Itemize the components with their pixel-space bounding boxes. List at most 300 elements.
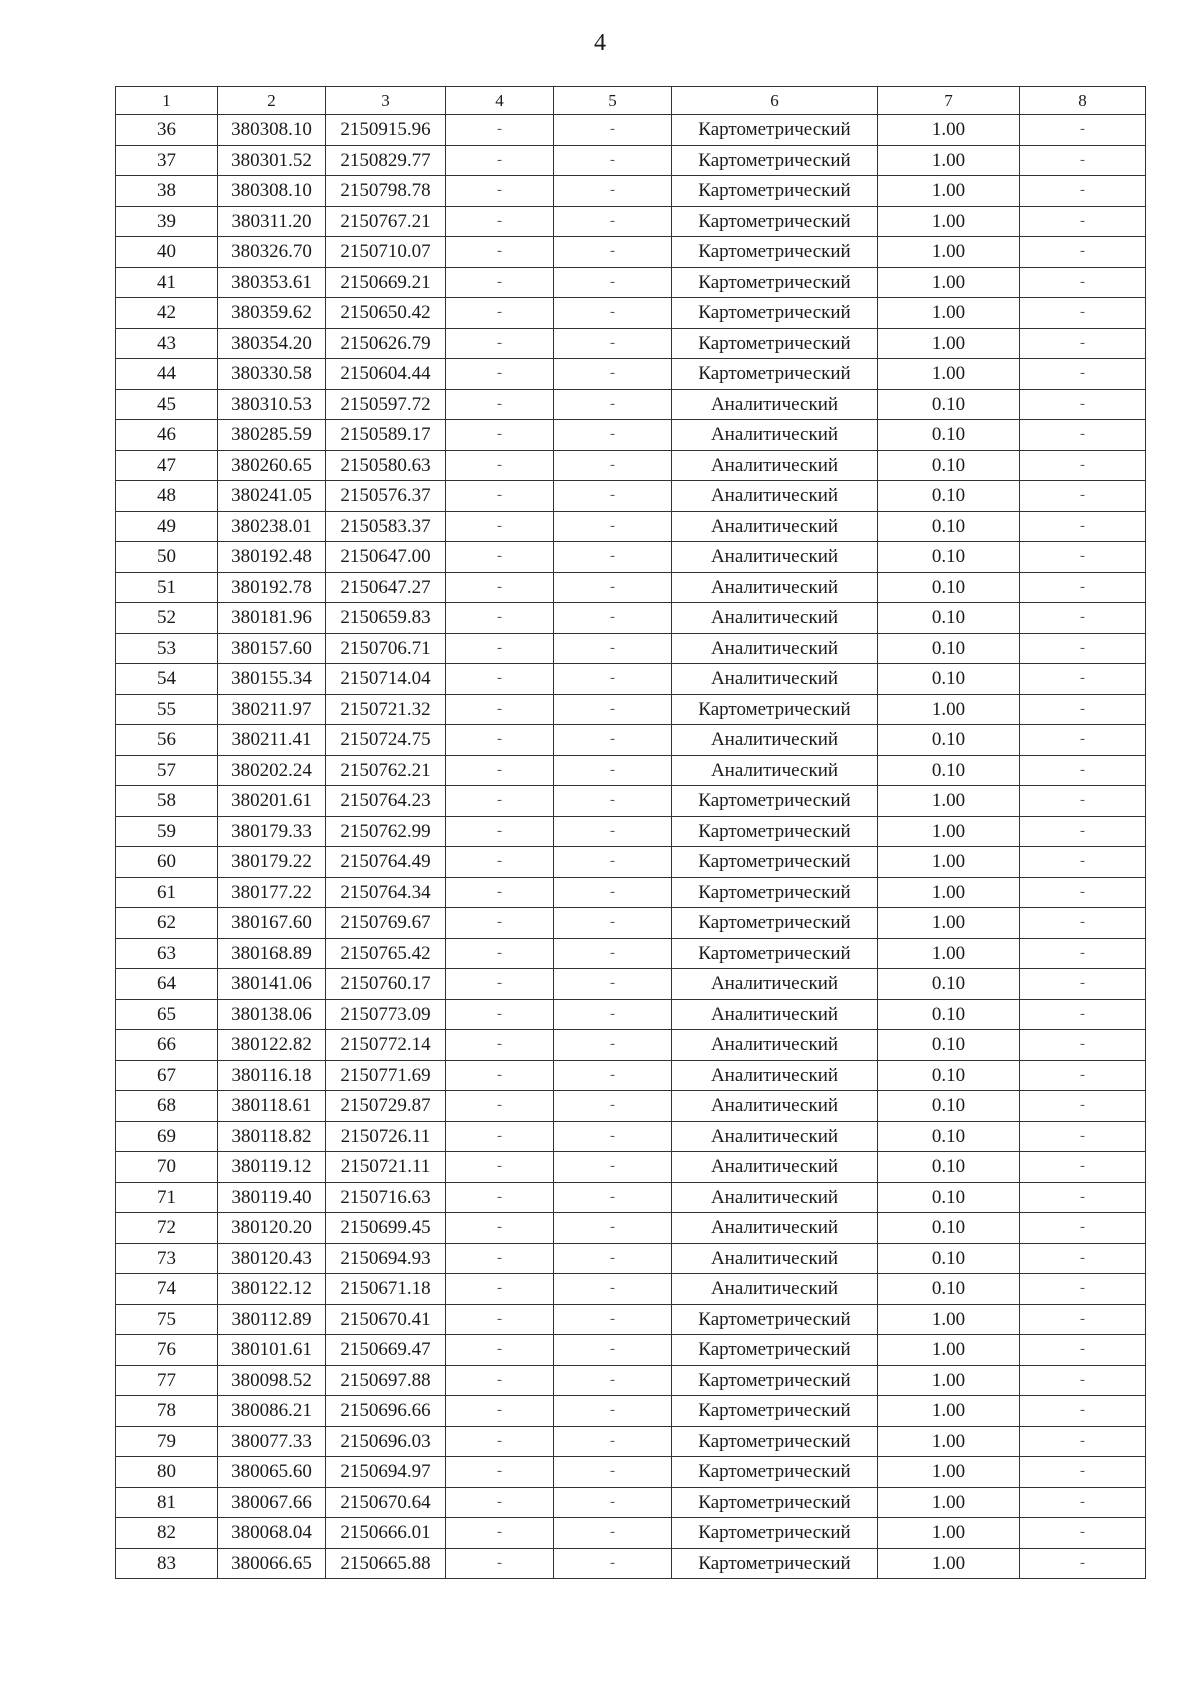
point-number-cell: 50 [116, 542, 218, 573]
table-row [116, 603, 1146, 634]
method-cell: Картометрический [672, 328, 878, 359]
x-coordinate-cell: 380119.40 [218, 1182, 326, 1213]
x-coordinate-cell: 380157.60 [218, 633, 326, 664]
point-number-cell: 59 [116, 816, 218, 847]
point-number-cell: 37 [116, 145, 218, 176]
x-coordinate-cell: 380181.96 [218, 603, 326, 634]
point-number-cell: 80 [116, 1457, 218, 1488]
method-cell: Аналитический [672, 999, 878, 1030]
y-coordinate-cell: 2150694.93 [326, 1243, 446, 1274]
x-coordinate-cell: 380067.66 [218, 1487, 326, 1518]
header-cell: 8 [1020, 87, 1146, 115]
y-coordinate-cell: 2150714.04 [326, 664, 446, 695]
point-number-cell: 61 [116, 877, 218, 908]
table-row [116, 389, 1146, 420]
table-row [116, 1426, 1146, 1457]
col8-cell: - [1020, 176, 1146, 207]
col5-cell: - [554, 847, 672, 878]
col4-cell: - [446, 755, 554, 786]
table-row [116, 786, 1146, 817]
x-coordinate-cell: 380065.60 [218, 1457, 326, 1488]
accuracy-cell: 0.10 [878, 420, 1020, 451]
y-coordinate-cell: 2150604.44 [326, 359, 446, 390]
table-row [116, 206, 1146, 237]
method-cell: Картометрический [672, 1548, 878, 1579]
table-row [116, 1213, 1146, 1244]
col8-cell: - [1020, 1335, 1146, 1366]
col8-cell: - [1020, 755, 1146, 786]
point-number-cell: 40 [116, 237, 218, 268]
method-cell: Картометрический [672, 1457, 878, 1488]
table-row [116, 664, 1146, 695]
x-coordinate-cell: 380116.18 [218, 1060, 326, 1091]
x-coordinate-cell: 380167.60 [218, 908, 326, 939]
col8-cell: - [1020, 1548, 1146, 1579]
col5-cell: - [554, 1548, 672, 1579]
col4-cell: - [446, 481, 554, 512]
table-row [116, 969, 1146, 1000]
col5-cell: - [554, 1335, 672, 1366]
col8-cell: - [1020, 908, 1146, 939]
header-cell: 1 [116, 87, 218, 115]
col5-cell: - [554, 1396, 672, 1427]
method-cell: Аналитический [672, 420, 878, 451]
x-coordinate-cell: 380192.48 [218, 542, 326, 573]
col5-cell: - [554, 237, 672, 268]
point-number-cell: 41 [116, 267, 218, 298]
page-number: 4 [594, 30, 606, 56]
x-coordinate-cell: 380122.12 [218, 1274, 326, 1305]
col8-cell: - [1020, 237, 1146, 268]
table-row [116, 1121, 1146, 1152]
table-row [116, 908, 1146, 939]
method-cell: Аналитический [672, 969, 878, 1000]
col8-cell: - [1020, 389, 1146, 420]
col8-cell: - [1020, 115, 1146, 146]
col8-cell: - [1020, 572, 1146, 603]
method-cell: Аналитический [672, 389, 878, 420]
method-cell: Картометрический [672, 145, 878, 176]
accuracy-cell: 1.00 [878, 267, 1020, 298]
accuracy-cell: 0.10 [878, 542, 1020, 573]
y-coordinate-cell: 2150829.77 [326, 145, 446, 176]
col4-cell: - [446, 694, 554, 725]
method-cell: Аналитический [672, 1182, 878, 1213]
col5-cell: - [554, 1152, 672, 1183]
col4-cell: - [446, 389, 554, 420]
col8-cell: - [1020, 1091, 1146, 1122]
col4-cell: - [446, 664, 554, 695]
accuracy-cell: 0.10 [878, 1060, 1020, 1091]
y-coordinate-cell: 2150721.32 [326, 694, 446, 725]
method-cell: Картометрический [672, 1426, 878, 1457]
col4-cell: - [446, 999, 554, 1030]
method-cell: Картометрический [672, 267, 878, 298]
col4-cell: - [446, 603, 554, 634]
col5-cell: - [554, 694, 672, 725]
point-number-cell: 47 [116, 450, 218, 481]
col4-cell: - [446, 298, 554, 329]
col8-cell: - [1020, 725, 1146, 756]
method-cell: Аналитический [672, 725, 878, 756]
x-coordinate-cell: 380179.22 [218, 847, 326, 878]
col8-cell: - [1020, 1243, 1146, 1274]
y-coordinate-cell: 2150767.21 [326, 206, 446, 237]
col5-cell: - [554, 1365, 672, 1396]
col8-cell: - [1020, 847, 1146, 878]
table-row [116, 237, 1146, 268]
col5-cell: - [554, 908, 672, 939]
col5-cell: - [554, 1091, 672, 1122]
accuracy-cell: 1.00 [878, 328, 1020, 359]
col8-cell: - [1020, 206, 1146, 237]
x-coordinate-cell: 380202.24 [218, 755, 326, 786]
accuracy-cell: 1.00 [878, 908, 1020, 939]
point-number-cell: 54 [116, 664, 218, 695]
y-coordinate-cell: 2150762.21 [326, 755, 446, 786]
col4-cell: - [446, 1548, 554, 1579]
x-coordinate-cell: 380141.06 [218, 969, 326, 1000]
table-row [116, 1396, 1146, 1427]
col8-cell: - [1020, 1487, 1146, 1518]
point-number-cell: 70 [116, 1152, 218, 1183]
y-coordinate-cell: 2150769.67 [326, 908, 446, 939]
method-cell: Аналитический [672, 664, 878, 695]
accuracy-cell: 1.00 [878, 359, 1020, 390]
x-coordinate-cell: 380101.61 [218, 1335, 326, 1366]
col4-cell: - [446, 420, 554, 451]
col4-cell: - [446, 1304, 554, 1335]
x-coordinate-cell: 380068.04 [218, 1518, 326, 1549]
accuracy-cell: 0.10 [878, 633, 1020, 664]
table-row [116, 999, 1146, 1030]
x-coordinate-cell: 380098.52 [218, 1365, 326, 1396]
y-coordinate-cell: 2150580.63 [326, 450, 446, 481]
y-coordinate-cell: 2150764.34 [326, 877, 446, 908]
header-cell: 7 [878, 87, 1020, 115]
x-coordinate-cell: 380354.20 [218, 328, 326, 359]
accuracy-cell: 1.00 [878, 1487, 1020, 1518]
x-coordinate-cell: 380201.61 [218, 786, 326, 817]
col4-cell: - [446, 725, 554, 756]
accuracy-cell: 0.10 [878, 1274, 1020, 1305]
table-row [116, 1182, 1146, 1213]
col5-cell: - [554, 816, 672, 847]
x-coordinate-cell: 380077.33 [218, 1426, 326, 1457]
col5-cell: - [554, 1213, 672, 1244]
point-number-cell: 79 [116, 1426, 218, 1457]
header-cell: 6 [672, 87, 878, 115]
y-coordinate-cell: 2150666.01 [326, 1518, 446, 1549]
point-number-cell: 66 [116, 1030, 218, 1061]
accuracy-cell: 0.10 [878, 1030, 1020, 1061]
point-number-cell: 72 [116, 1213, 218, 1244]
method-cell: Картометрический [672, 847, 878, 878]
x-coordinate-cell: 380211.97 [218, 694, 326, 725]
table-row [116, 1457, 1146, 1488]
x-coordinate-cell: 380119.12 [218, 1152, 326, 1183]
table-row [116, 816, 1146, 847]
accuracy-cell: 1.00 [878, 1548, 1020, 1579]
accuracy-cell: 1.00 [878, 786, 1020, 817]
accuracy-cell: 0.10 [878, 1121, 1020, 1152]
table-row [116, 633, 1146, 664]
col4-cell: - [446, 847, 554, 878]
table-row [116, 1274, 1146, 1305]
col8-cell: - [1020, 298, 1146, 329]
x-coordinate-cell: 380112.89 [218, 1304, 326, 1335]
col4-cell: - [446, 908, 554, 939]
y-coordinate-cell: 2150760.17 [326, 969, 446, 1000]
col5-cell: - [554, 786, 672, 817]
col5-cell: - [554, 1243, 672, 1274]
y-coordinate-cell: 2150583.37 [326, 511, 446, 542]
method-cell: Аналитический [672, 1030, 878, 1061]
col8-cell: - [1020, 999, 1146, 1030]
method-cell: Картометрический [672, 359, 878, 390]
header-row [116, 87, 1146, 115]
col4-cell: - [446, 786, 554, 817]
y-coordinate-cell: 2150626.79 [326, 328, 446, 359]
y-coordinate-cell: 2150597.72 [326, 389, 446, 420]
col8-cell: - [1020, 145, 1146, 176]
col4-cell: - [446, 450, 554, 481]
y-coordinate-cell: 2150772.14 [326, 1030, 446, 1061]
point-number-cell: 45 [116, 389, 218, 420]
method-cell: Аналитический [672, 1121, 878, 1152]
table-row [116, 1487, 1146, 1518]
col5-cell: - [554, 725, 672, 756]
x-coordinate-cell: 380118.61 [218, 1091, 326, 1122]
y-coordinate-cell: 2150589.17 [326, 420, 446, 451]
col4-cell: - [446, 1030, 554, 1061]
header-cell: 2 [218, 87, 326, 115]
y-coordinate-cell: 2150764.23 [326, 786, 446, 817]
table-row [116, 1243, 1146, 1274]
col4-cell: - [446, 1152, 554, 1183]
method-cell: Аналитический [672, 1274, 878, 1305]
point-number-cell: 76 [116, 1335, 218, 1366]
y-coordinate-cell: 2150576.37 [326, 481, 446, 512]
y-coordinate-cell: 2150670.64 [326, 1487, 446, 1518]
col8-cell: - [1020, 1365, 1146, 1396]
method-cell: Аналитический [672, 755, 878, 786]
col5-cell: - [554, 877, 672, 908]
method-cell: Картометрический [672, 694, 878, 725]
point-number-cell: 44 [116, 359, 218, 390]
x-coordinate-cell: 380179.33 [218, 816, 326, 847]
accuracy-cell: 1.00 [878, 847, 1020, 878]
point-number-cell: 71 [116, 1182, 218, 1213]
x-coordinate-cell: 380308.10 [218, 176, 326, 207]
point-number-cell: 53 [116, 633, 218, 664]
col4-cell: - [446, 267, 554, 298]
table-row [116, 1152, 1146, 1183]
x-coordinate-cell: 380211.41 [218, 725, 326, 756]
method-cell: Картометрический [672, 1304, 878, 1335]
col4-cell: - [446, 633, 554, 664]
accuracy-cell: 0.10 [878, 511, 1020, 542]
col5-cell: - [554, 328, 672, 359]
accuracy-cell: 0.10 [878, 969, 1020, 1000]
point-number-cell: 81 [116, 1487, 218, 1518]
point-number-cell: 51 [116, 572, 218, 603]
point-number-cell: 43 [116, 328, 218, 359]
point-number-cell: 52 [116, 603, 218, 634]
table-row [116, 1060, 1146, 1091]
point-number-cell: 67 [116, 1060, 218, 1091]
point-number-cell: 75 [116, 1304, 218, 1335]
accuracy-cell: 0.10 [878, 481, 1020, 512]
y-coordinate-cell: 2150699.45 [326, 1213, 446, 1244]
accuracy-cell: 0.10 [878, 603, 1020, 634]
method-cell: Картометрический [672, 908, 878, 939]
col8-cell: - [1020, 1457, 1146, 1488]
accuracy-cell: 0.10 [878, 450, 1020, 481]
accuracy-cell: 1.00 [878, 115, 1020, 146]
col8-cell: - [1020, 1182, 1146, 1213]
y-coordinate-cell: 2150798.78 [326, 176, 446, 207]
table-row [116, 481, 1146, 512]
table-row [116, 572, 1146, 603]
col8-cell: - [1020, 328, 1146, 359]
col4-cell: - [446, 1121, 554, 1152]
y-coordinate-cell: 2150665.88 [326, 1548, 446, 1579]
x-coordinate-cell: 380118.82 [218, 1121, 326, 1152]
point-number-cell: 42 [116, 298, 218, 329]
col4-cell: - [446, 969, 554, 1000]
x-coordinate-cell: 380260.65 [218, 450, 326, 481]
y-coordinate-cell: 2150647.27 [326, 572, 446, 603]
x-coordinate-cell: 380359.62 [218, 298, 326, 329]
table-row [116, 694, 1146, 725]
col4-cell: - [446, 1365, 554, 1396]
col5-cell: - [554, 511, 672, 542]
accuracy-cell: 1.00 [878, 1304, 1020, 1335]
y-coordinate-cell: 2150729.87 [326, 1091, 446, 1122]
col5-cell: - [554, 572, 672, 603]
col8-cell: - [1020, 359, 1146, 390]
table-row [116, 938, 1146, 969]
accuracy-cell: 1.00 [878, 237, 1020, 268]
col5-cell: - [554, 389, 672, 420]
method-cell: Картометрический [672, 1487, 878, 1518]
col5-cell: - [554, 1518, 672, 1549]
y-coordinate-cell: 2150697.88 [326, 1365, 446, 1396]
y-coordinate-cell: 2150670.41 [326, 1304, 446, 1335]
table-row [116, 145, 1146, 176]
table-row [116, 176, 1146, 207]
col5-cell: - [554, 359, 672, 390]
point-number-cell: 46 [116, 420, 218, 451]
col8-cell: - [1020, 1213, 1146, 1244]
accuracy-cell: 0.10 [878, 725, 1020, 756]
col8-cell: - [1020, 450, 1146, 481]
table-body [116, 87, 1146, 1579]
method-cell: Аналитический [672, 603, 878, 634]
point-number-cell: 56 [116, 725, 218, 756]
point-number-cell: 65 [116, 999, 218, 1030]
y-coordinate-cell: 2150764.49 [326, 847, 446, 878]
x-coordinate-cell: 380122.82 [218, 1030, 326, 1061]
table-row [116, 1304, 1146, 1335]
col4-cell: - [446, 816, 554, 847]
point-number-cell: 63 [116, 938, 218, 969]
col4-cell: - [446, 1396, 554, 1427]
col8-cell: - [1020, 1304, 1146, 1335]
table-row [116, 359, 1146, 390]
point-number-cell: 74 [116, 1274, 218, 1305]
y-coordinate-cell: 2150762.99 [326, 816, 446, 847]
table-row [116, 328, 1146, 359]
method-cell: Аналитический [672, 633, 878, 664]
accuracy-cell: 0.10 [878, 1243, 1020, 1274]
col4-cell: - [446, 877, 554, 908]
table-row [116, 420, 1146, 451]
accuracy-cell: 0.10 [878, 755, 1020, 786]
accuracy-cell: 0.10 [878, 1091, 1020, 1122]
col8-cell: - [1020, 1121, 1146, 1152]
x-coordinate-cell: 380192.78 [218, 572, 326, 603]
table-row [116, 877, 1146, 908]
point-number-cell: 68 [116, 1091, 218, 1122]
method-cell: Картометрический [672, 115, 878, 146]
method-cell: Картометрический [672, 298, 878, 329]
y-coordinate-cell: 2150706.71 [326, 633, 446, 664]
x-coordinate-cell: 380285.59 [218, 420, 326, 451]
col5-cell: - [554, 633, 672, 664]
x-coordinate-cell: 380241.05 [218, 481, 326, 512]
x-coordinate-cell: 380353.61 [218, 267, 326, 298]
accuracy-cell: 1.00 [878, 877, 1020, 908]
col5-cell: - [554, 298, 672, 329]
col5-cell: - [554, 1182, 672, 1213]
col4-cell: - [446, 938, 554, 969]
col5-cell: - [554, 481, 672, 512]
point-number-cell: 62 [116, 908, 218, 939]
table-row [116, 511, 1146, 542]
method-cell: Картометрический [672, 1365, 878, 1396]
col5-cell: - [554, 999, 672, 1030]
method-cell: Картометрический [672, 237, 878, 268]
y-coordinate-cell: 2150724.75 [326, 725, 446, 756]
col4-cell: - [446, 1091, 554, 1122]
col8-cell: - [1020, 1274, 1146, 1305]
col5-cell: - [554, 969, 672, 1000]
table-row [116, 1030, 1146, 1061]
accuracy-cell: 0.10 [878, 389, 1020, 420]
accuracy-cell: 1.00 [878, 1396, 1020, 1427]
accuracy-cell: 1.00 [878, 1457, 1020, 1488]
col5-cell: - [554, 267, 672, 298]
col5-cell: - [554, 1121, 672, 1152]
col5-cell: - [554, 603, 672, 634]
col8-cell: - [1020, 969, 1146, 1000]
accuracy-cell: 1.00 [878, 1365, 1020, 1396]
accuracy-cell: 1.00 [878, 176, 1020, 207]
point-number-cell: 48 [116, 481, 218, 512]
x-coordinate-cell: 380308.10 [218, 115, 326, 146]
col5-cell: - [554, 206, 672, 237]
accuracy-cell: 1.00 [878, 145, 1020, 176]
col5-cell: - [554, 450, 672, 481]
y-coordinate-cell: 2150716.63 [326, 1182, 446, 1213]
accuracy-cell: 1.00 [878, 816, 1020, 847]
col4-cell: - [446, 328, 554, 359]
method-cell: Аналитический [672, 1152, 878, 1183]
col8-cell: - [1020, 877, 1146, 908]
col4-cell: - [446, 511, 554, 542]
